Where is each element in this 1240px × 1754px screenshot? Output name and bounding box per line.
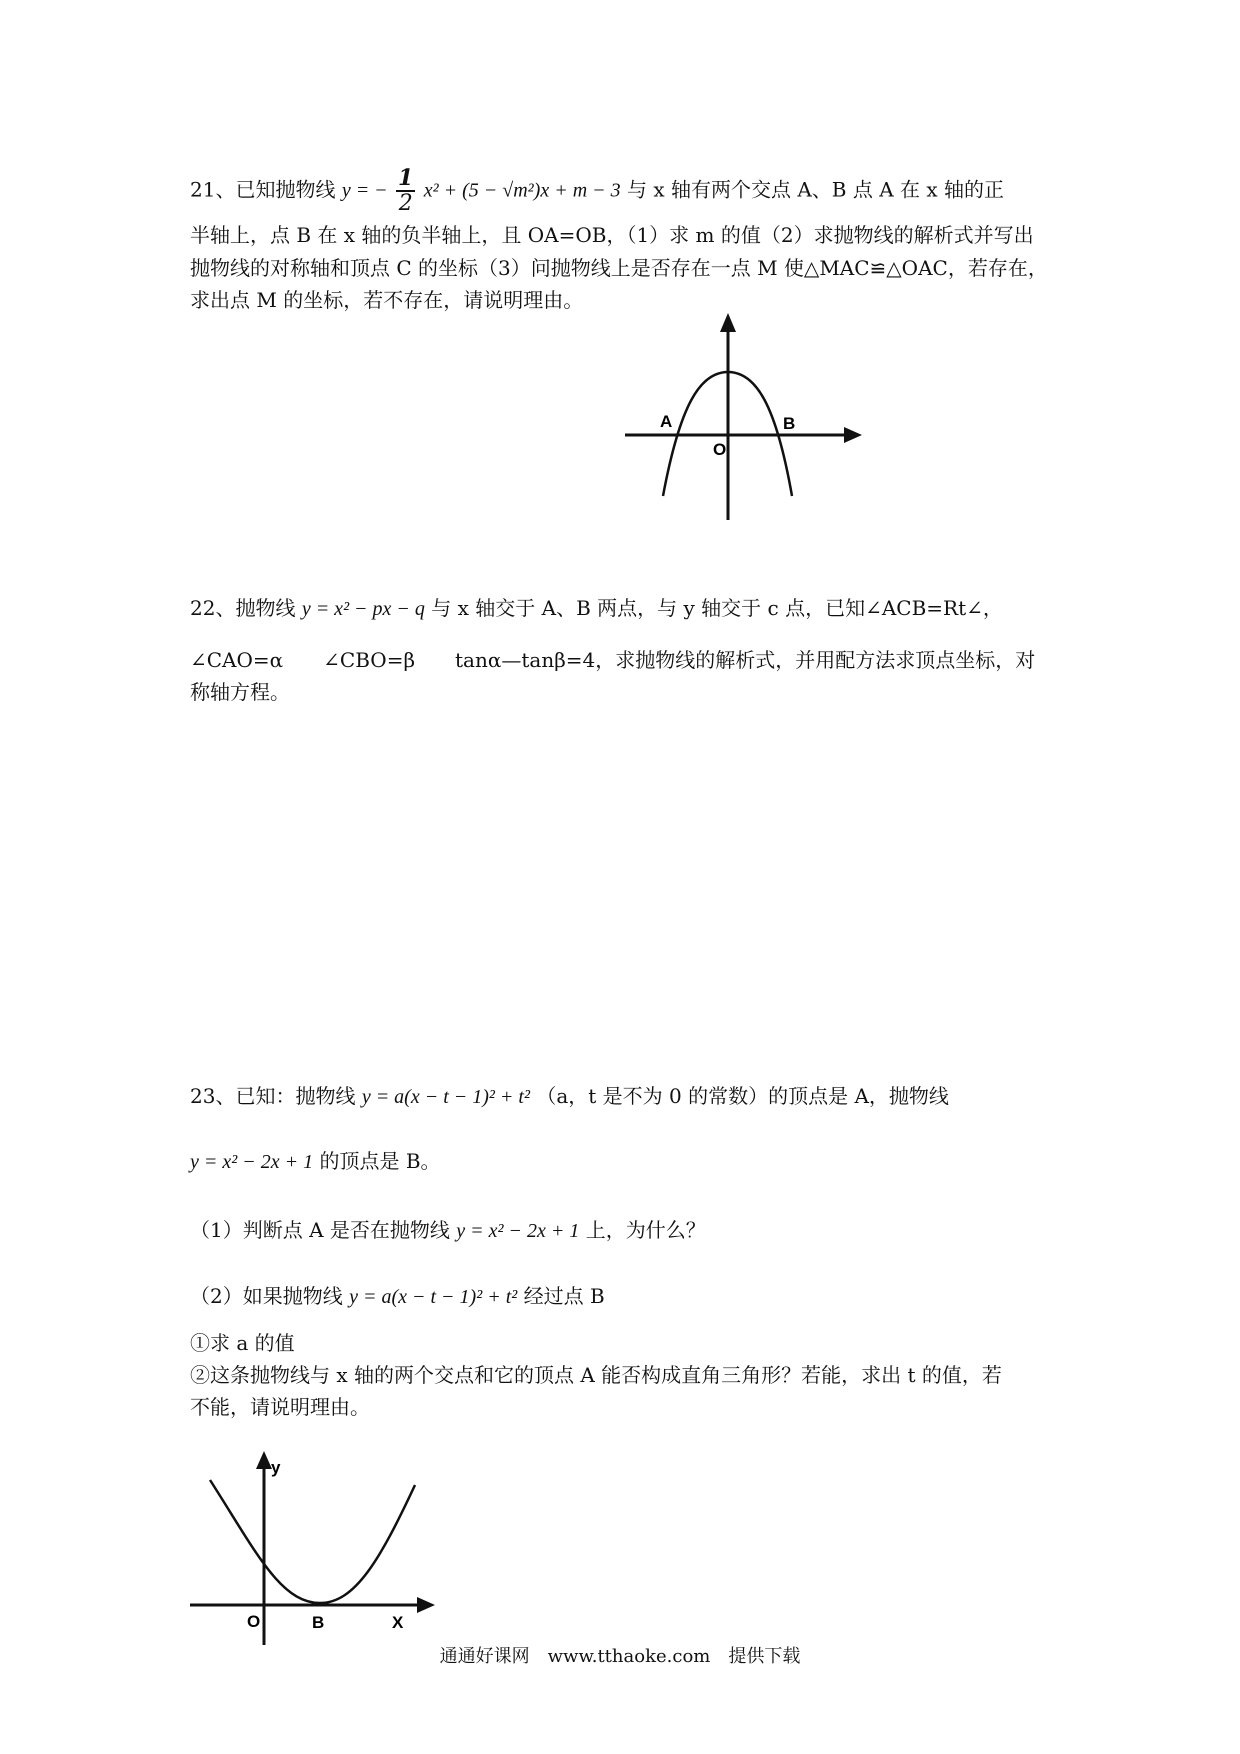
- q23-formula1: y = a(x − t − 1)² + t²: [361, 1086, 530, 1108]
- q23-part2-formula: y = a(x − t − 1)² + t²: [349, 1286, 518, 1308]
- q21-label-a: A: [660, 412, 673, 431]
- q21-y-arrow: [720, 313, 736, 332]
- q23-x-arrow: [417, 1597, 435, 1613]
- q22-formula: y = x² − px − q: [301, 598, 425, 620]
- q23-label-y: y: [271, 1458, 281, 1477]
- q21-frac-num: 1: [398, 165, 414, 191]
- q23-line1-post: （a，t 是不为 0 的常数）的顶点是 A，抛物线: [536, 1084, 949, 1108]
- q23-line2: [190, 1148, 1060, 1175]
- q23-label-x: X: [392, 1613, 404, 1632]
- q22-line3: 称轴方程。: [190, 680, 290, 704]
- q23-sub1: ①求 a 的值: [190, 1331, 295, 1355]
- q22-line1: [190, 595, 1060, 622]
- q21-text-tail: 与 x 轴有两个交点 A、B 点 A 在 x 轴的正: [627, 177, 1005, 202]
- q23-formula2: y = x² − 2x + 1: [190, 1151, 314, 1173]
- q23-number: 23、已知：抛物线: [190, 1084, 356, 1108]
- q21-line4: 求出点 M 的坐标，若不存在，请说明理由。: [190, 288, 584, 312]
- q21-fraction: [396, 166, 415, 216]
- q23-parabola: [210, 1480, 415, 1603]
- q23-line1: [190, 1083, 1060, 1110]
- q23-label-b: B: [312, 1613, 325, 1632]
- q23-sub2-line1: ②这条抛物线与 x 轴的两个交点和它的顶点 A 能否构成直角三角形？若能，求出 t 的值，若: [190, 1363, 1002, 1387]
- q23-line2-post: 的顶点是 B。: [319, 1149, 441, 1173]
- page-footer: 通通好课网 www.tthaoke.com 提供下载: [439, 1646, 801, 1667]
- q23-part1-post: 上，为什么？: [585, 1218, 706, 1242]
- q23-part2: [190, 1283, 1060, 1310]
- q22-number: 22、抛物线: [190, 596, 296, 620]
- q23-figure: [185, 1445, 445, 1655]
- q22-line1-post: 与 x 轴交于 A、B 两点，与 y 轴交于 c 点，已知∠ACB=Rt∠，: [431, 596, 1003, 620]
- q23-part2-pre: （2）如果抛物线: [190, 1284, 343, 1308]
- q23-part1-pre: （1）判断点 A 是否在抛物线: [190, 1218, 450, 1242]
- q23-label-o: O: [247, 1612, 261, 1631]
- q23-y-arrow: [256, 1451, 272, 1469]
- q21-formula-pre: y = −: [341, 179, 388, 202]
- q21-figure: [600, 310, 870, 535]
- q21-formula-post: x² + (5 − √m²)x + m − 3: [423, 179, 621, 202]
- q21-number: 21、已知抛物线: [190, 177, 336, 202]
- q23-part1: [190, 1217, 1060, 1244]
- q21-label-o: O: [713, 440, 727, 459]
- q21-line1: [190, 166, 1060, 216]
- q23-part1-formula: y = x² − 2x + 1: [456, 1220, 580, 1242]
- q22-line2: ∠CAO=α ∠CBO=β tanα—tanβ=4，求抛物线的解析式，并用配方法求顶点坐标，对: [190, 648, 1036, 672]
- q23-part2-post: 经过点 B: [523, 1284, 605, 1308]
- q21-line3: 抛物线的对称轴和顶点 C 的坐标（3）问抛物线上是否存在一点 M 使△MAC≌△OAC，若存在，: [190, 256, 1048, 280]
- q21-label-b: B: [783, 414, 796, 433]
- q21-frac-den: 2: [398, 191, 413, 216]
- q21-x-arrow: [844, 427, 862, 443]
- q21-line2: 半轴上，点 B 在 x 轴的负半轴上，且 OA=OB，（1）求 m 的值（2）求抛物线的解析式并写出: [190, 223, 1034, 247]
- q23-sub2-line2: 不能，请说明理由。: [190, 1395, 370, 1419]
